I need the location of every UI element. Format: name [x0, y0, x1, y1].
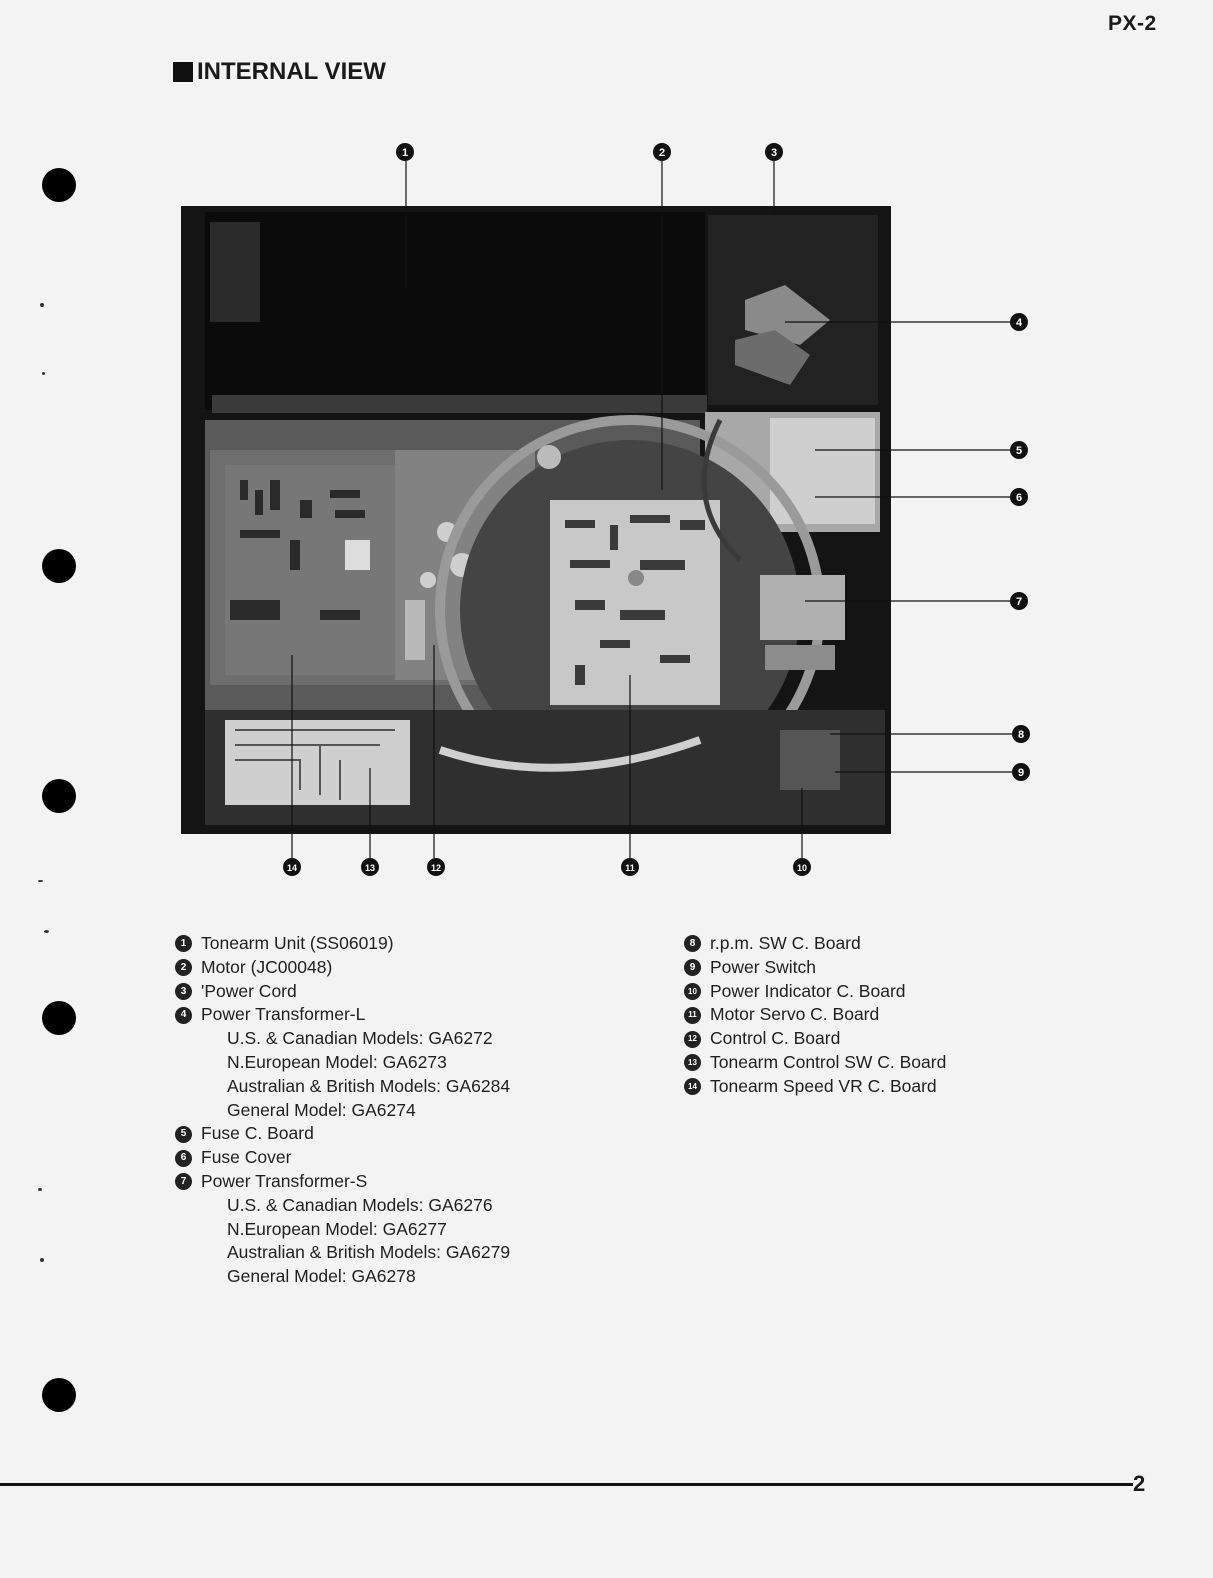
internal-photo [181, 206, 891, 834]
svg-text:12: 12 [430, 863, 442, 873]
callout-10 [793, 858, 811, 876]
svg-text:11: 11 [625, 863, 635, 873]
page-number: 2 [1133, 1471, 1146, 1496]
svg-text:7: 7 [1015, 596, 1023, 608]
legend-item: 4 Power Transformer-L [175, 1003, 510, 1027]
callout-8 [1012, 725, 1030, 743]
legend-item: 3 'Power Cord [175, 980, 510, 1004]
legend-subitem: Australian & British Models: GA6284 [227, 1075, 511, 1096]
parts-legend-right [684, 932, 946, 1099]
speck [38, 1188, 42, 1191]
callout-6 [1010, 488, 1028, 506]
legend-item: 2 Motor (JC00048) [175, 956, 510, 980]
legend-subitem: N.European Model: GA6273 [227, 1051, 447, 1072]
callout-2 [653, 143, 671, 161]
legend-subitem: U.S. & Canadian Models: GA6276 [227, 1194, 493, 1215]
legend-subitem: Australian & British Models: GA6279 [227, 1242, 511, 1263]
callout-4 [1010, 313, 1028, 331]
binder-hole [42, 1378, 76, 1412]
svg-text:14: 14 [286, 863, 298, 873]
legend-item: 9 Power Switch [684, 956, 946, 980]
legend-subitem: General Model: GA6278 [227, 1266, 416, 1287]
svg-text:2: 2 [658, 147, 666, 159]
speck [40, 1258, 44, 1262]
svg-text:1: 1 [401, 147, 409, 159]
legend-subitem: N.European Model: GA6277 [227, 1218, 447, 1239]
legend-item: 8 r.p.m. SW C. Board [684, 932, 946, 956]
legend-item: 6 Fuse Cover [175, 1146, 510, 1170]
callout-1 [396, 143, 414, 161]
legend-item: 10 Power Indicator C. Board [684, 980, 946, 1004]
svg-text:5: 5 [1015, 445, 1023, 457]
legend-item: 13 Tonearm Control SW C. Board [684, 1051, 946, 1075]
svg-text:9: 9 [1017, 767, 1025, 779]
callout-12 [427, 858, 445, 876]
callout-9 [1012, 763, 1030, 781]
callout-7 [1010, 592, 1028, 610]
svg-text:3: 3 [770, 147, 778, 159]
legend-subitem: General Model: GA6274 [227, 1099, 416, 1120]
binder-hole [42, 1001, 76, 1035]
footer-rule [0, 1483, 1133, 1486]
callout-13 [361, 858, 379, 876]
svg-text:6: 6 [1015, 492, 1023, 504]
legend-item: 5 Fuse C. Board [175, 1122, 510, 1146]
svg-text:10: 10 [796, 863, 808, 873]
legend-subitem: U.S. & Canadian Models: GA6272 [227, 1028, 493, 1049]
page-title-text: INTERNAL VIEW [197, 58, 386, 85]
callout-14 [283, 858, 301, 876]
callout-3 [765, 143, 783, 161]
legend-item: 11 Motor Servo C. Board [684, 1003, 946, 1027]
callout-5 [1010, 441, 1028, 459]
legend-item: 14 Tonearm Speed VR C. Board [684, 1075, 946, 1099]
callout-11 [621, 858, 639, 876]
legend-item: 7 Power Transformer-S [175, 1170, 510, 1194]
legend-item: 12 Control C. Board [684, 1027, 946, 1051]
svg-text:13: 13 [364, 863, 376, 873]
svg-text:8: 8 [1017, 729, 1025, 741]
speck [44, 930, 49, 933]
svg-text:4: 4 [1015, 317, 1023, 329]
parts-legend-left [175, 932, 510, 1289]
model-number: PX-2 [1108, 12, 1157, 35]
legend-item: 1 Tonearm Unit (SS06019) [175, 932, 510, 956]
